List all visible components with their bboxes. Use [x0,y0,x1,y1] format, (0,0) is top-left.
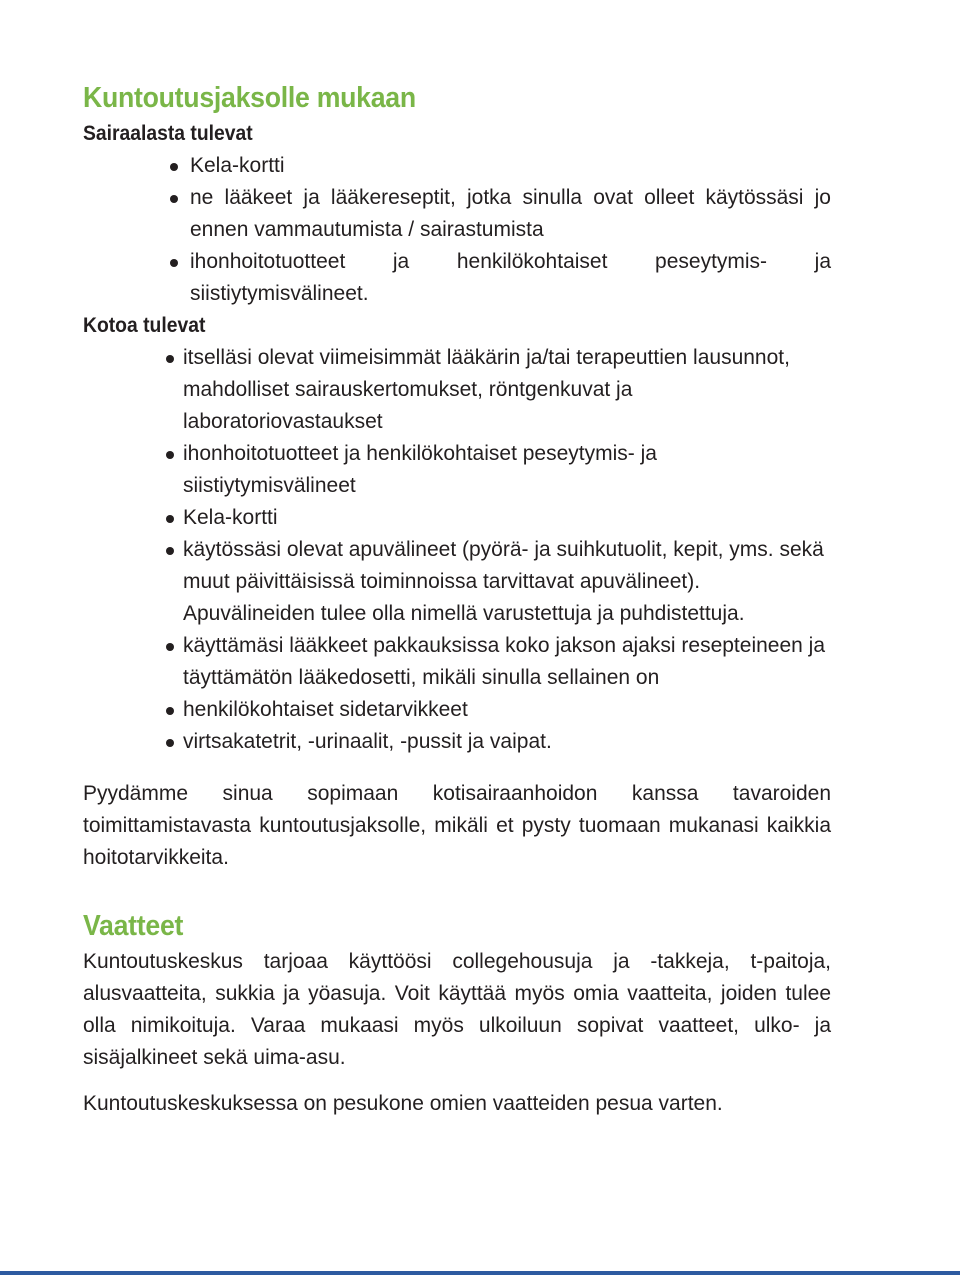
list-item: Kela-kortti [83,502,831,534]
subheading-hospital: Sairaalasta tulevat [83,122,253,145]
list-item: virtsakatetrit, -urinaalit, -pussit ja vaipat. [83,726,831,758]
list-item: Kela-kortti [83,150,831,182]
document-page [83,78,831,1120]
home-items-list [83,342,831,758]
list-item: käyttämäsi lääkkeet pakkauksissa koko jakson ajaksi resepteineen ja täyttämätön lääkedosetti, mikäli sinulla sellainen on [83,630,831,694]
section-heading-vaatteet: Vaatteet [83,910,184,942]
laundry-paragraph: Kuntoutuskeskuksessa on pesukone omien vaatteiden pesua varten. [83,1092,723,1115]
section-heading-kuntoutusjaksolle: Kuntoutusjaksolle mukaan [83,82,416,114]
list-item: ihonhoitotuotteet ja henkilökohtaiset peseytymis- ja siistiytymisvälineet. [83,246,831,310]
clothing-paragraph: Kuntoutuskeskus tarjoaa käyttöösi collegehousuja ja -takkeja, t-paitoja, alusvaatteita, sukkia ja yöasuja. Voit käyttää myös omia vaatteita, joiden tulee olla nimikoituja. Varaa mukaasi myös ulkoiluun sopivat vaatteet, ulko- ja sisäjalkineet sekä uima-asu. [83,950,831,1069]
hospital-items-list [83,150,831,310]
list-item: ne lääkeet ja lääkereseptit, jotka sinulla ovat olleet käytössäsi jo ennen vammautumista / sairastumista [83,182,831,246]
list-item: ihonhoitotuotteet ja henkilökohtaiset peseytymis- ja siistiytymisvälineet [83,438,831,502]
list-item: itselläsi olevat viimeisimmät lääkärin ja/tai terapeuttien lausunnot, mahdolliset sairauskertomukset, röntgenkuvat ja laboratoriovastaukset [83,342,831,438]
supplies-note: Pyydämme sinua sopimaan kotisairaanhoidon kanssa tavaroiden toimittamistavasta kuntoutusjaksolle, mikäli et pysty tuomaan mukanasi kaikkia hoitotarvikkeita. [83,782,831,869]
list-item: henkilökohtaiset sidetarvikkeet [83,694,831,726]
bottom-rule [0,1271,960,1275]
list-item: käytössäsi olevat apuvälineet (pyörä- ja suihkutuolit, kepit, yms. sekä muut päivittäisissä toiminnoissa tarvittavat apuvälineet). Apuvälineiden tulee olla nimellä varustettuja ja puhdistettuja. [83,534,831,630]
subheading-home: Kotoa tulevat [83,314,206,337]
